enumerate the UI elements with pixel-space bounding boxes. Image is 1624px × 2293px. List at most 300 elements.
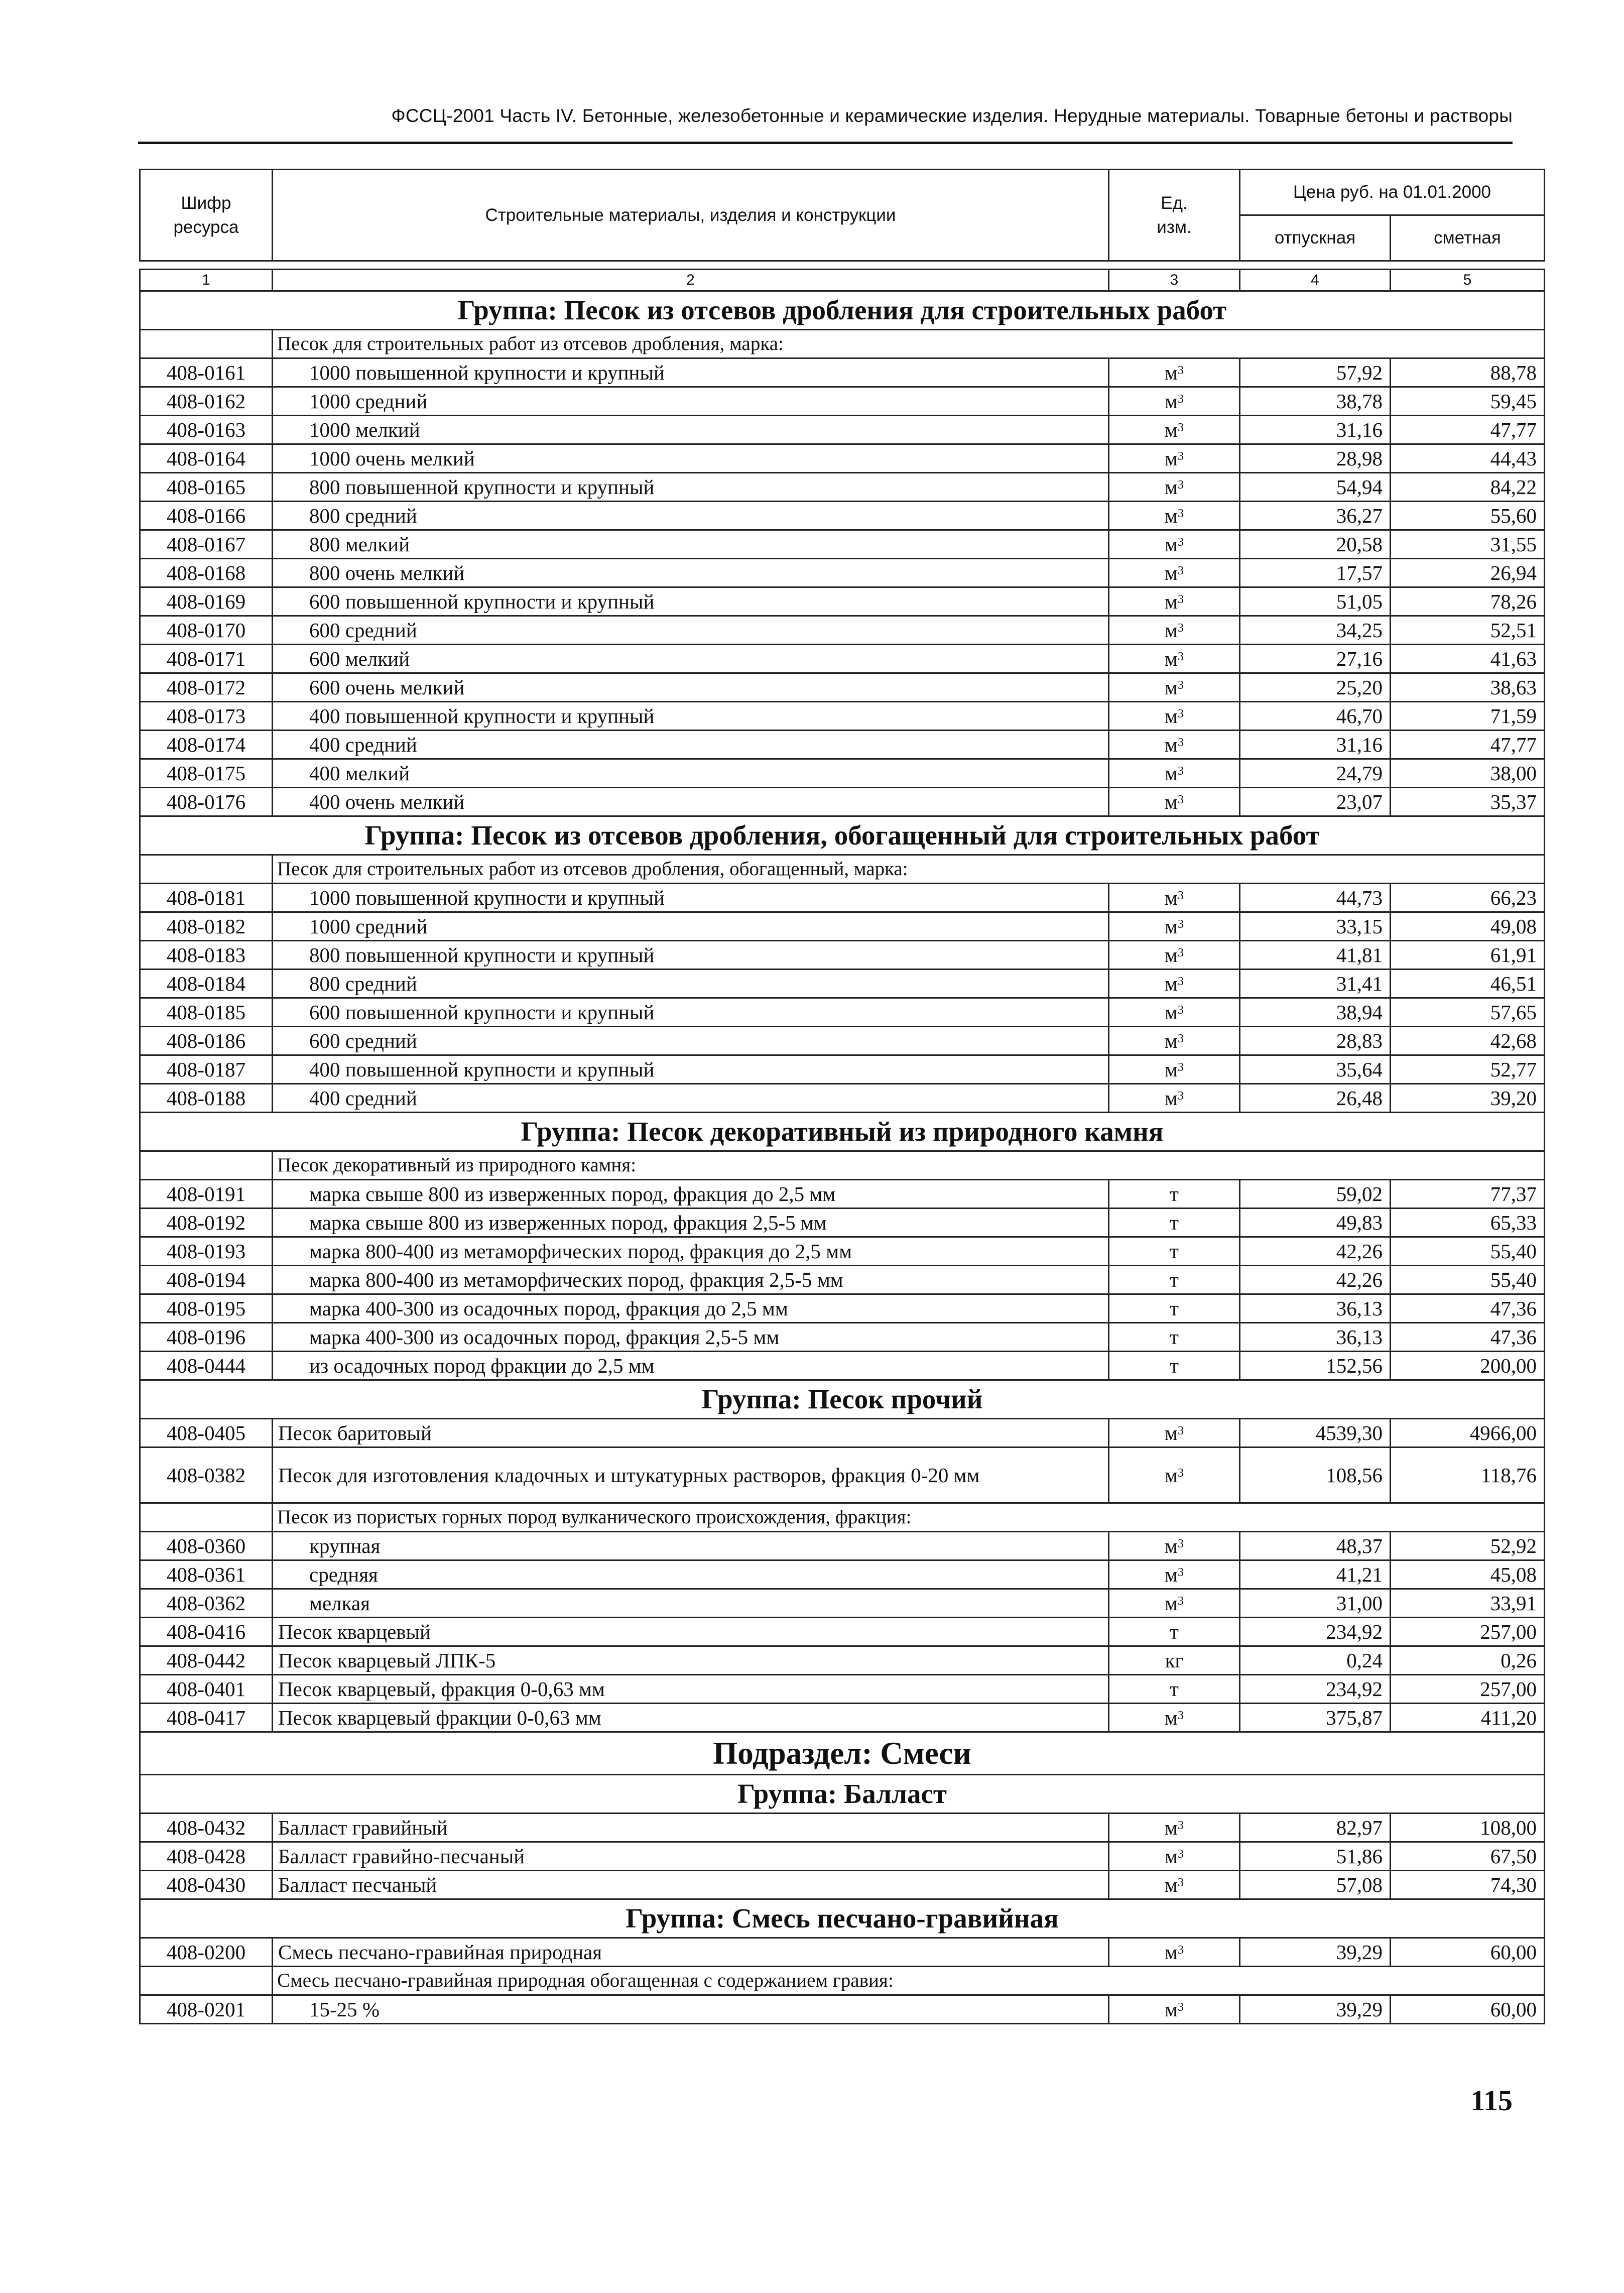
unit-label: м [1165,733,1178,756]
wholesale-price: 24,79 [1240,759,1391,788]
unit-label: м [1165,1873,1178,1896]
table-row [140,1871,1545,1899]
resource-code: 408-0428 [140,1842,273,1871]
wholesale-price: 20,58 [1240,530,1391,559]
resource-code: 408-0444 [140,1352,273,1380]
unit-label: м [1165,1058,1178,1081]
estimate-price: 118,76 [1391,1447,1545,1503]
wholesale-price: 23,07 [1240,788,1391,816]
wholesale-price: 35,64 [1240,1055,1391,1084]
estimate-price: 45,08 [1391,1560,1545,1589]
estimate-price: 31,55 [1391,530,1545,559]
unit-label: м [1165,704,1178,728]
wholesale-price: 39,29 [1240,1938,1391,1967]
unit-exponent: 3 [1177,421,1184,434]
material-name: Балласт гравийно-песчаный [273,1842,1109,1871]
table-row [140,1352,1545,1380]
unit-label: м [1165,1421,1178,1444]
estimate-price: 55,60 [1391,502,1545,530]
material-name: марка 400-300 из осадочных пород, фракция до 2,5 мм [273,1294,1109,1323]
table-row [140,1589,1545,1618]
unit-label: м [1165,619,1178,642]
wholesale-price: 36,13 [1240,1323,1391,1352]
subsection-heading-row [140,1732,1545,1775]
material-name: марка 800-400 из метаморфических пород, фракция до 2,5 мм [273,1237,1109,1266]
table-row [140,530,1545,559]
table-row [140,1419,1545,1447]
unit-label: м [1165,1087,1178,1110]
material-name: Балласт песчаный [273,1871,1109,1899]
wholesale-price: 25,20 [1240,673,1391,702]
table-row [140,673,1545,702]
unit [1109,1447,1240,1503]
wholesale-price: 31,00 [1240,1589,1391,1618]
estimate-price: 411,20 [1391,1704,1545,1732]
column-number: 5 [1391,270,1545,291]
wholesale-price: 44,73 [1240,884,1391,912]
resource-code: 408-0362 [140,1589,273,1618]
table-row [140,912,1545,941]
unit [1109,1266,1240,1294]
unit-exponent: 3 [1177,707,1184,720]
estimate-price: 55,40 [1391,1266,1545,1294]
estimate-price: 71,59 [1391,702,1545,731]
resource-code: 408-0164 [140,444,273,473]
unit [1109,530,1240,559]
unit [1109,1842,1240,1871]
unit [1109,645,1240,673]
table-row [140,970,1545,998]
estimate-price: 78,26 [1391,587,1545,616]
unit-exponent: 3 [1177,1819,1184,1832]
unit-exponent: 3 [1177,1090,1184,1103]
resource-code: 408-0401 [140,1675,273,1704]
estimate-price: 55,40 [1391,1237,1545,1266]
unit-label: м [1165,1534,1178,1557]
group-heading-row [140,1899,1545,1938]
material-name: 600 очень мелкий [273,673,1109,702]
resource-code: 408-0162 [140,387,273,416]
running-title: ФССЦ-2001 Часть IV. Бетонные, железобетонные и керамические изделия. Нерудные материалы. Товарные бетоны и растворы [391,105,1513,126]
material-name: 1000 мелкий [273,416,1109,444]
page-number: 115 [1470,2084,1513,2117]
wholesale-price: 39,29 [1240,1995,1391,2024]
material-name: марка 400-300 из осадочных пород, фракция 2,5-5 мм [273,1323,1109,1352]
intro-text: Песок декоративный из природного камня: [273,1151,1545,1180]
unit [1109,1871,1240,1899]
unit-label: т [1170,1620,1179,1643]
group-heading: Группа: Балласт [140,1775,1545,1814]
intro-row [140,330,1545,358]
table-row [140,416,1545,444]
estimate-price: 38,00 [1391,759,1545,788]
resource-code: 408-0192 [140,1209,273,1237]
unit [1109,1294,1240,1323]
material-name: 1000 повышенной крупности и крупный [273,358,1109,387]
unit [1109,1323,1240,1352]
unit [1109,1180,1240,1209]
unit [1109,502,1240,530]
material-name: Смесь песчано-гравийная природная [273,1938,1109,1967]
unit-label: м [1165,418,1178,441]
group-heading-row [140,291,1545,330]
unit-exponent: 3 [1177,1537,1184,1550]
estimate-price: 77,37 [1391,1180,1545,1209]
unit [1109,1618,1240,1646]
unit-label: м [1165,361,1178,384]
resource-code: 408-0361 [140,1560,273,1589]
unit [1109,731,1240,759]
table-row [140,358,1545,387]
estimate-price: 33,91 [1391,1589,1545,1618]
unit-exponent: 3 [1177,736,1184,749]
table-row [140,1675,1545,1704]
table-row [140,1323,1545,1352]
estimate-price: 66,23 [1391,884,1545,912]
unit [1109,788,1240,816]
wholesale-price: 28,83 [1240,1027,1391,1055]
table-row [140,387,1545,416]
table-row [140,1842,1545,1871]
group-heading: Группа: Песок из отсевов дробления для строительных работ [140,291,1545,330]
unit-label: м [1165,590,1178,613]
estimate-price: 41,63 [1391,645,1545,673]
unit-exponent: 3 [1177,765,1184,778]
unit-label: м [1165,972,1178,995]
material-name: марка 800-400 из метаморфических пород, фракция 2,5-5 мм [273,1266,1109,1294]
table-header [140,170,1545,291]
resource-code: 408-0168 [140,559,273,587]
table-row [140,502,1545,530]
unit [1109,387,1240,416]
resource-code: 408-0163 [140,416,273,444]
unit [1109,358,1240,387]
unit-exponent: 3 [1177,450,1184,463]
column-number: 2 [273,270,1109,291]
table-row [140,1237,1545,1266]
unit [1109,416,1240,444]
wholesale-price: 234,92 [1240,1675,1391,1704]
header-rule [138,142,1513,144]
column-number: 3 [1109,270,1240,291]
unit-exponent: 3 [1177,1876,1184,1889]
material-name: из осадочных пород фракции до 2,5 мм [273,1352,1109,1380]
intro-row [140,1967,1545,1995]
estimate-price: 67,50 [1391,1842,1545,1871]
wholesale-price: 51,05 [1240,587,1391,616]
unit-label: м [1165,915,1178,938]
estimate-price: 47,36 [1391,1294,1545,1323]
resource-code: 408-0172 [140,673,273,702]
material-name: Песок кварцевый [273,1618,1109,1646]
material-name: марка свыше 800 из изверженных пород, фракция до 2,5 мм [273,1180,1109,1209]
unit [1109,1675,1240,1704]
material-name: 400 очень мелкий [273,788,1109,816]
estimate-price: 74,30 [1391,1871,1545,1899]
resource-code: 408-0166 [140,502,273,530]
unit-label: кг [1165,1649,1184,1672]
unit [1109,1589,1240,1618]
group-heading-row [140,1775,1545,1814]
resource-code: 408-0196 [140,1323,273,1352]
unit [1109,759,1240,788]
resource-code: 408-0442 [140,1646,273,1675]
wholesale-price: 51,86 [1240,1842,1391,1871]
unit [1109,1560,1240,1589]
unit-label: м [1165,647,1178,670]
wholesale-price: 0,24 [1240,1646,1391,1675]
material-name: 800 мелкий [273,530,1109,559]
estimate-price: 257,00 [1391,1618,1545,1646]
resource-code: 408-0193 [140,1237,273,1266]
unit-label: м [1165,475,1178,499]
wholesale-price: 46,70 [1240,702,1391,731]
wholesale-price: 49,83 [1240,1209,1391,1237]
table-row [140,1814,1545,1842]
group-heading: Группа: Песок декоративный из природного камня [140,1113,1545,1151]
unit-label: м [1165,390,1178,413]
unit-label: т [1170,1240,1179,1263]
estimate-price: 257,00 [1391,1675,1545,1704]
resource-code: 408-0176 [140,788,273,816]
unit-exponent: 3 [1177,2001,1184,2014]
intro-row [140,1151,1545,1180]
unit-label: т [1170,1325,1179,1349]
resource-code: 408-0184 [140,970,273,998]
unit-label: м [1165,943,1178,967]
column-number: 1 [140,270,273,291]
unit-exponent: 3 [1177,1566,1184,1579]
wholesale-price: 4539,30 [1240,1419,1391,1447]
wholesale-price: 34,25 [1240,616,1391,645]
intro-code-cell [140,330,273,358]
estimate-price: 65,33 [1391,1209,1545,1237]
unit [1109,1084,1240,1113]
unit-label: м [1165,447,1178,470]
unit-label: м [1165,1816,1178,1839]
price-table-grid [139,169,1545,2024]
material-name: 400 средний [273,1084,1109,1113]
unit [1109,1419,1240,1447]
unit [1109,1055,1240,1084]
unit-exponent: 3 [1177,364,1184,377]
estimate-price: 60,00 [1391,1938,1545,1967]
unit-label: м [1165,1563,1178,1586]
material-name: Песок кварцевый фракции 0-0,63 мм [273,1704,1109,1732]
estimate-price: 47,77 [1391,731,1545,759]
unit-label: м [1165,533,1178,556]
material-name: 800 повышенной крупности и крупный [273,941,1109,970]
intro-code-cell [140,1151,273,1180]
material-name: 800 повышенной крупности и крупный [273,473,1109,502]
unit [1109,998,1240,1027]
wholesale-price: 42,26 [1240,1237,1391,1266]
table-row [140,998,1545,1027]
unit-label: т [1170,1182,1179,1205]
resource-code: 408-0430 [140,1871,273,1899]
table-row [140,1180,1545,1209]
estimate-price: 4966,00 [1391,1419,1545,1447]
wholesale-price: 33,15 [1240,912,1391,941]
resource-code: 408-0182 [140,912,273,941]
intro-code-cell [140,1503,273,1532]
intro-row [140,1503,1545,1532]
unit-exponent: 3 [1177,975,1184,988]
estimate-price: 47,77 [1391,416,1545,444]
table-row [140,444,1545,473]
unit [1109,1704,1240,1732]
table-row [140,731,1545,759]
resource-code: 408-0186 [140,1027,273,1055]
group-heading-row [140,1113,1545,1151]
unit-exponent: 3 [1177,1424,1184,1437]
unit-exponent: 3 [1177,536,1184,549]
estimate-price: 59,45 [1391,387,1545,416]
table-row [140,645,1545,673]
wholesale-price: 41,21 [1240,1560,1391,1589]
unit-exponent: 3 [1177,507,1184,520]
material-name: 1000 средний [273,912,1109,941]
unit-label: м [1165,1941,1178,1964]
group-heading: Группа: Песок из отсевов дробления, обогащенный для строительных работ [140,816,1545,855]
intro-code-cell [140,1967,273,1995]
wholesale-price: 82,97 [1240,1814,1391,1842]
table-row [140,1266,1545,1294]
estimate-price: 38,63 [1391,673,1545,702]
unit [1109,473,1240,502]
unit [1109,559,1240,587]
unit-label: м [1165,504,1178,527]
material-name: 800 средний [273,970,1109,998]
intro-text: Песок из пористых горных пород вулканического происхождения, фракция: [273,1503,1545,1532]
unit-label: м [1165,886,1178,909]
resource-code: 408-0183 [140,941,273,970]
column-header-price: Цена руб. на 01.01.2000 [1240,170,1545,215]
wholesale-price: 152,56 [1240,1352,1391,1380]
column-header-code: Шифр ресурса [140,170,273,261]
unit-exponent: 3 [1177,946,1184,959]
material-name: средняя [273,1560,1109,1589]
material-name: крупная [273,1532,1109,1560]
wholesale-price: 54,94 [1240,473,1391,502]
resource-code: 408-0191 [140,1180,273,1209]
unit [1109,1237,1240,1266]
material-name: 600 повышенной крупности и крупный [273,998,1109,1027]
column-number-row [140,270,1545,291]
resource-code: 408-0169 [140,587,273,616]
unit-exponent: 3 [1177,918,1184,931]
unit-label: м [1165,790,1178,813]
resource-code: 408-0181 [140,884,273,912]
unit-exponent: 3 [1177,1944,1184,1957]
wholesale-price: 38,94 [1240,998,1391,1027]
table-row [140,702,1545,731]
unit-exponent: 3 [1177,1061,1184,1074]
table-row [140,1084,1545,1113]
unit-label: м [1165,561,1178,584]
column-header-wholesale: отпускная [1240,215,1391,261]
estimate-price: 108,00 [1391,1814,1545,1842]
wholesale-price: 31,41 [1240,970,1391,998]
table-row [140,1938,1545,1967]
resource-code: 408-0201 [140,1995,273,2024]
resource-code: 408-0171 [140,645,273,673]
unit-label: м [1165,1998,1178,2021]
unit-label: т [1170,1677,1179,1701]
unit [1109,1532,1240,1560]
unit [1109,616,1240,645]
unit-label: м [1165,676,1178,699]
unit [1109,1995,1240,2024]
wholesale-price: 41,81 [1240,941,1391,970]
unit [1109,941,1240,970]
resource-code: 408-0416 [140,1618,273,1646]
resource-code: 408-0360 [140,1532,273,1560]
material-name: 800 очень мелкий [273,559,1109,587]
table-row [140,1995,1545,2024]
unit [1109,444,1240,473]
resource-code: 408-0167 [140,530,273,559]
estimate-price: 88,78 [1391,358,1545,387]
unit-exponent: 3 [1177,1848,1184,1861]
estimate-price: 84,22 [1391,473,1545,502]
material-name: 1000 повышенной крупности и крупный [273,884,1109,912]
price-table [139,169,1537,2024]
wholesale-price: 38,78 [1240,387,1391,416]
resource-code: 408-0188 [140,1084,273,1113]
estimate-price: 35,37 [1391,788,1545,816]
intro-code-cell [140,855,273,884]
estimate-price: 52,92 [1391,1532,1545,1560]
wholesale-price: 57,08 [1240,1871,1391,1899]
wholesale-price: 36,13 [1240,1294,1391,1323]
wholesale-price: 57,92 [1240,358,1391,387]
wholesale-price: 36,27 [1240,502,1391,530]
wholesale-price: 59,02 [1240,1180,1391,1209]
material-name: 600 средний [273,616,1109,645]
estimate-price: 0,26 [1391,1646,1545,1675]
resource-code: 408-0173 [140,702,273,731]
group-heading: Группа: Смесь песчано-гравийная [140,1899,1545,1938]
table-row [140,1027,1545,1055]
material-name: Песок кварцевый ЛПК-5 [273,1646,1109,1675]
material-name: 1000 очень мелкий [273,444,1109,473]
table-row [140,759,1545,788]
estimate-price: 200,00 [1391,1352,1545,1380]
unit [1109,1209,1240,1237]
unit [1109,1352,1240,1380]
material-name: 400 средний [273,731,1109,759]
resource-code: 408-0194 [140,1266,273,1294]
wholesale-price: 31,16 [1240,416,1391,444]
wholesale-price: 26,48 [1240,1084,1391,1113]
table-row [140,1618,1545,1646]
material-name: марка свыше 800 из изверженных пород, фракция 2,5-5 мм [273,1209,1109,1237]
material-name: 600 повышенной крупности и крупный [273,587,1109,616]
table-row [140,788,1545,816]
estimate-price: 57,65 [1391,998,1545,1027]
material-name: 400 повышенной крупности и крупный [273,1055,1109,1084]
material-name: 600 мелкий [273,645,1109,673]
unit-exponent: 3 [1177,1032,1184,1045]
material-name: 1000 средний [273,387,1109,416]
unit-exponent: 3 [1177,393,1184,406]
unit-label: м [1165,1845,1178,1868]
unit-label: м [1165,1592,1178,1615]
estimate-price: 49,08 [1391,912,1545,941]
resource-code: 408-0187 [140,1055,273,1084]
resource-code: 408-0417 [140,1704,273,1732]
